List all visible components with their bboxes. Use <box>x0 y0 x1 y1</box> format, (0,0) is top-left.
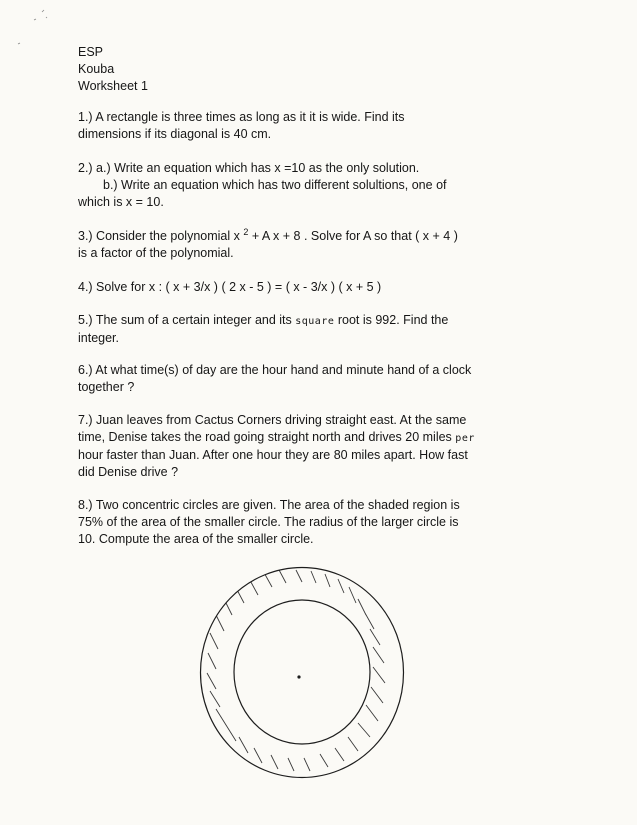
problem-5 <box>78 312 518 347</box>
problem-8-line-1: 8.) Two concentric circles are given. The area of the shaded region is <box>78 498 460 512</box>
problem-1-line-2: dimensions if its diagonal is 40 cm. <box>78 127 272 141</box>
problem-2 <box>78 160 518 211</box>
problem-8-line-2: 75% of the area of the smaller circle. The radius of the larger circle is <box>78 515 459 529</box>
problem-1-line-1: 1.) A rectangle is three times as long as it it is wide. Find its <box>78 110 405 124</box>
problem-8 <box>78 497 518 548</box>
teacher-name: Kouba <box>78 62 115 76</box>
problem-3-text-b: + A x + 8 . Solve for A so that ( x + 4 ) <box>248 229 458 243</box>
problem-2-line-3: which is x = 10. <box>78 195 164 209</box>
problem-5-text-a: 5.) The sum of a certain integer and its <box>78 313 296 327</box>
center-point <box>297 675 300 678</box>
problem-8-line-3: 10. Compute the area of the smaller circle. <box>78 532 314 546</box>
handwritten-word-per: per <box>455 433 475 444</box>
problem-7-text-a: time, Denise takes the road going straight north and drives 20 miles <box>78 430 452 444</box>
problem-3-line-2: is a factor of the polynomial. <box>78 246 234 260</box>
problem-5-line-2: integer. <box>78 331 120 345</box>
inner-circle <box>234 600 370 744</box>
problem-7-line-2 <box>78 429 518 447</box>
course-name: ESP <box>78 45 104 59</box>
problem-7-line-4: did Denise drive ? <box>78 465 179 479</box>
problem-5-line-1 <box>78 312 518 330</box>
problem-5-text-b: root is 992. Find the <box>334 313 449 327</box>
problem-6 <box>78 362 518 396</box>
problem-4-line-1: 4.) Solve for x : ( x + 3/x ) ( 2 x - 5 ) = ( x - 3/x ) ( x + 5 ) <box>78 280 382 294</box>
worksheet-title: Worksheet 1 <box>78 79 148 93</box>
problem-2-part-b: b.) Write an equation which has two different solultions, one of <box>103 178 447 192</box>
problem-4 <box>78 279 518 296</box>
paper-speck-marks <box>14 8 54 48</box>
problem-6-line-2: together ? <box>78 380 135 394</box>
problem-6-line-1: 6.) At what time(s) of day are the hour hand and minute hand of a clock <box>78 363 472 377</box>
problem-7-line-3: hour faster than Juan. After one hour they are 80 miles apart. How fast <box>78 448 468 462</box>
problem-2-part-a: 2.) a.) Write an equation which has x =10 as the only solution. <box>78 161 420 175</box>
problem-1 <box>78 109 518 143</box>
problem-7-line-1: 7.) Juan leaves from Cactus Corners driving straight east. At the same <box>78 413 467 427</box>
problem-3-line-1 <box>78 228 518 245</box>
problem-3 <box>78 228 518 262</box>
worksheet-header <box>78 44 148 95</box>
problem-3-text-a: 3.) Consider the polynomial x <box>78 229 244 243</box>
outer-circle <box>201 568 404 778</box>
concentric-circles-diagram <box>198 565 406 780</box>
handwritten-word-square: square <box>295 316 335 327</box>
problem-7 <box>78 412 518 481</box>
exponent: 2 <box>243 227 249 237</box>
